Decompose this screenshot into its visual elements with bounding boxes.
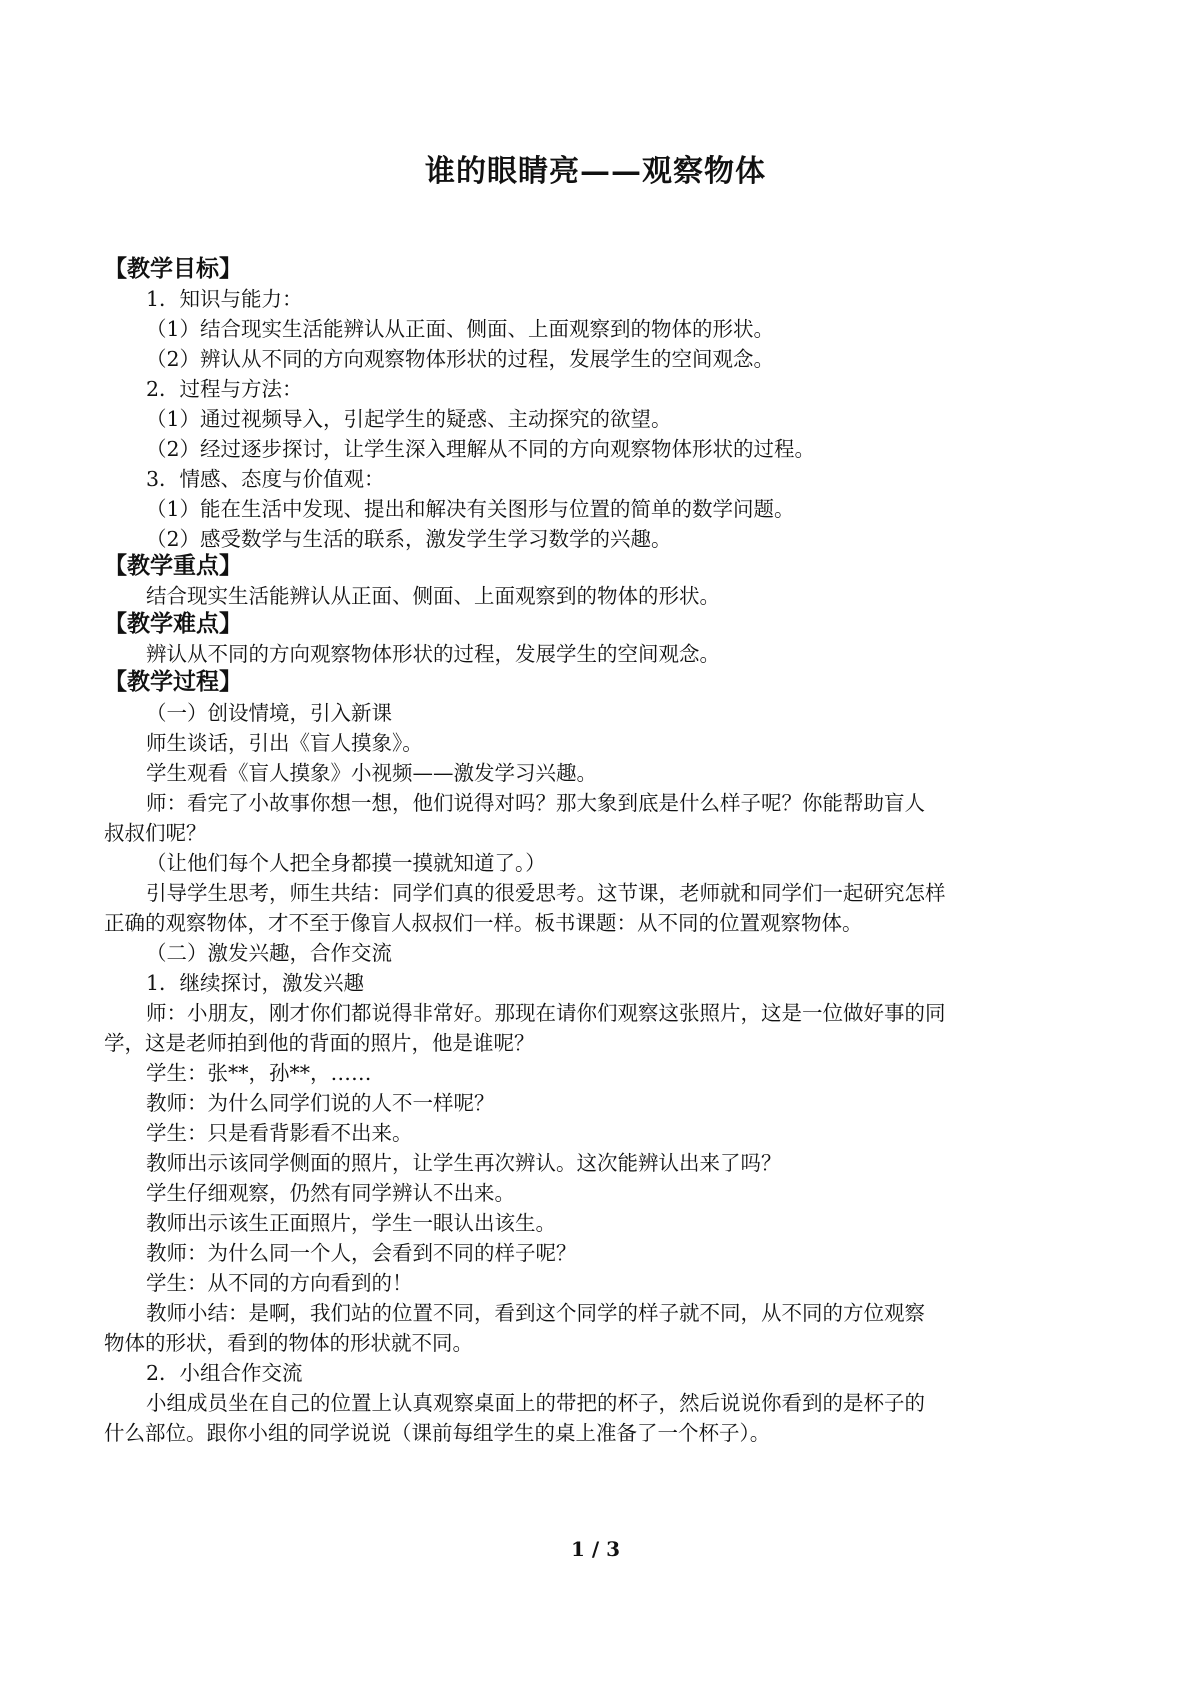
paragraph-line: 2．过程与方法： [146, 377, 303, 401]
paragraph-line: 教师：为什么同一个人，会看到不同的样子呢？ [146, 1241, 577, 1265]
document-title: 谁的眼睛亮——观察物体 [425, 154, 766, 189]
section-heading-teaching-goals: 【教学目标】 [104, 255, 242, 282]
paragraph-line: （1）结合现实生活能辨认从正面、侧面、上面观察到的物体的形状。 [146, 317, 775, 341]
paragraph-line: 3．情感、态度与价值观： [146, 467, 385, 491]
paragraph-line: （2）辨认从不同的方向观察物体形状的过程，发展学生的空间观念。 [146, 347, 775, 371]
paragraph-line: 学，这是老师拍到他的背面的照片，他是谁呢？ [104, 1031, 535, 1055]
paragraph-line: 师：看完了小故事你想一想，他们说得对吗？那大象到底是什么样子呢？你能帮助盲人 [146, 791, 925, 815]
paragraph-line: 什么部位。跟你小组的同学说说（课前每组学生的桌上准备了一个杯子）。 [104, 1421, 771, 1445]
paragraph-line: 小组成员坐在自己的位置上认真观察桌面上的带把的杯子，然后说说你看到的是杯子的 [146, 1391, 925, 1415]
paragraph-line: 1．继续探讨，激发兴趣 [146, 971, 365, 995]
paragraph-line: 结合现实生活能辨认从正面、侧面、上面观察到的物体的形状。 [146, 584, 720, 608]
paragraph-line: 教师出示该生正面照片，学生一眼认出该生。 [146, 1211, 556, 1235]
paragraph-line: 2．小组合作交流 [146, 1361, 303, 1385]
paragraph-line: 教师：为什么同学们说的人不一样呢？ [146, 1091, 495, 1115]
paragraph-line: 教师出示该同学侧面的照片，让学生再次辨认。这次能辨认出来了吗？ [146, 1151, 782, 1175]
paragraph-line: 学生：从不同的方向看到的！ [146, 1271, 413, 1295]
paragraph-line: 师生谈话，引出《盲人摸象》。 [146, 731, 423, 755]
paragraph-line: （2）感受数学与生活的联系，激发学生学习数学的兴趣。 [146, 527, 672, 551]
paragraph-line: （让他们每个人把全身都摸一摸就知道了。） [146, 851, 546, 875]
paragraph-line: 教师小结：是啊，我们站的位置不同，看到这个同学的样子就不同，从不同的方位观察 [146, 1301, 925, 1325]
paragraph-line: 师：小朋友，刚才你们都说得非常好。那现在请你们观察这张照片，这是一位做好事的同 [146, 1001, 946, 1025]
paragraph-line: 引导学生思考，师生共结：同学们真的很爱思考。这节课，老师就和同学们一起研究怎样 [146, 881, 946, 905]
paragraph-line: 叔叔们呢？ [104, 821, 207, 845]
paragraph-line: （二）激发兴趣，合作交流 [146, 941, 392, 965]
paragraph-line: 学生：张**，孙**，…… [146, 1061, 372, 1085]
paragraph-line: 1．知识与能力： [146, 287, 303, 311]
section-heading-difficult-points: 【教学难点】 [104, 610, 242, 637]
section-heading-key-points: 【教学重点】 [104, 552, 242, 579]
paragraph-line: 学生观看《盲人摸象》小视频——激发学习兴趣。 [146, 761, 597, 785]
paragraph-line: （1）能在生活中发现、提出和解决有关图形与位置的简单的数学问题。 [146, 497, 795, 521]
paragraph-line: （2）经过逐步探讨，让学生深入理解从不同的方向观察物体形状的过程。 [146, 437, 816, 461]
paragraph-line: （一）创设情境，引入新课 [146, 701, 392, 725]
paragraph-line: 学生仔细观察，仍然有同学辨认不出来。 [146, 1181, 515, 1205]
paragraph-line: （1）通过视频导入，引起学生的疑惑、主动探究的欲望。 [146, 407, 672, 431]
page-number: 1 / 3 [570, 1537, 621, 1561]
paragraph-line: 辨认从不同的方向观察物体形状的过程，发展学生的空间观念。 [146, 642, 720, 666]
paragraph-line: 物体的形状，看到的物体的形状就不同。 [104, 1331, 473, 1355]
paragraph-line: 学生：只是看背影看不出来。 [146, 1121, 413, 1145]
section-heading-teaching-process: 【教学过程】 [104, 668, 242, 695]
paragraph-line: 正确的观察物体，才不至于像盲人叔叔们一样。板书课题：从不同的位置观察物体。 [104, 911, 863, 935]
